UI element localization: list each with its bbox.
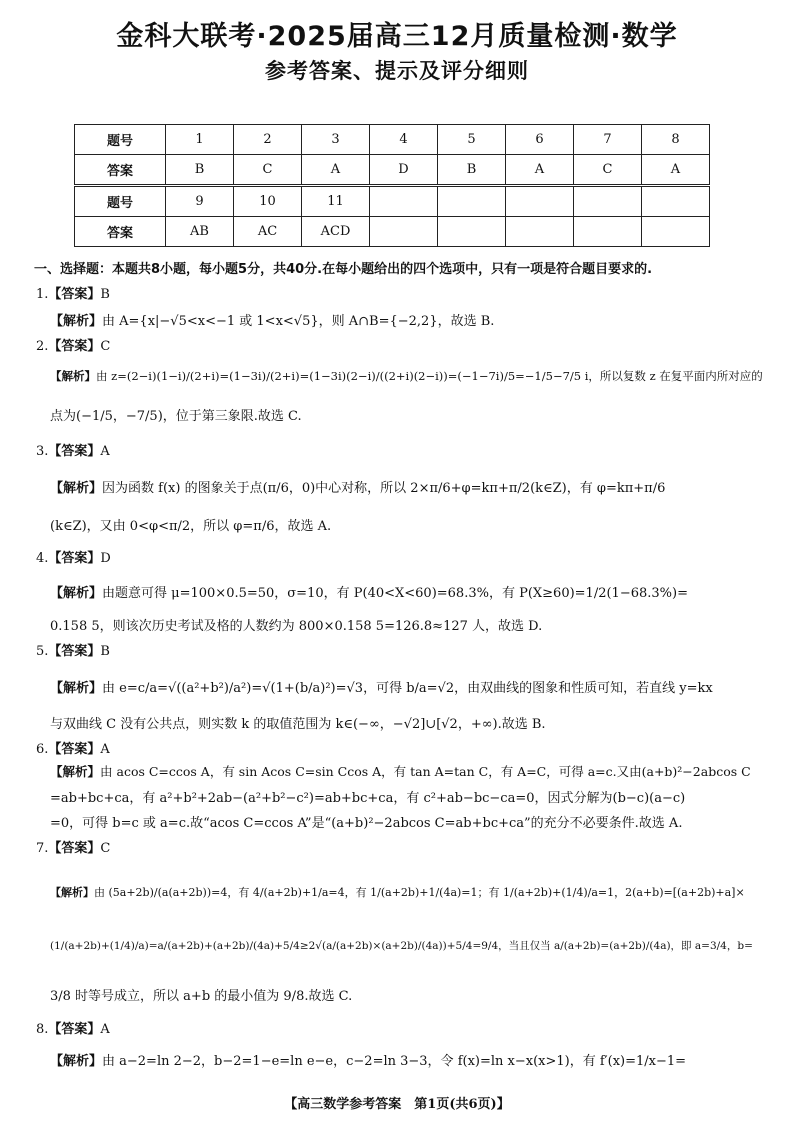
analysis-line: 【解析】由 e=c/a=√((a²+b²)/a²)=√(1+(b/a)²)=√3，可得 b/a=√2，由双曲线的图象和性质可知，若直线 y=kx <box>50 681 713 696</box>
table-cell: 6 <box>506 125 574 155</box>
table-cell <box>574 186 642 217</box>
table-header-cell: 答案 <box>75 155 166 186</box>
table-cell: 10 <box>234 186 302 217</box>
table-header-cell: 题号 <box>75 125 166 155</box>
table-cell: C <box>234 155 302 186</box>
answer-line: 2.【答案】C <box>36 339 111 354</box>
table-cell: 9 <box>166 186 234 217</box>
table-cell <box>370 217 438 247</box>
table-cell <box>642 217 710 247</box>
analysis-line: 与双曲线 C 没有公共点，则实数 k 的取值范围为 k∈(−∞，−√2]∪[√2，+∞).故选 B. <box>50 717 546 732</box>
analysis-line: (1/(a+2b)+(1/4)/a)=a/(a+2b)+(a+2b)/(4a)+5/4≥2√(a/(a+2b)×(a+2b)/(4a))+5/4=9/4，当且仅当 a/(a+2b)=(a+2b)/(4a)，即 a=3/4，b= <box>50 940 753 952</box>
analysis-line: 【解析】由 (5a+2b)/(a(a+2b))=4，有 4/(a+2b)+1/a=4，有 1/(a+2b)+1/(4a)=1；有 1/(a+2b)+(1/4)/a=1，2(a+b)=[(a+2b)+a]× <box>50 886 745 899</box>
table-cell <box>370 186 438 217</box>
table-cell: A <box>506 155 574 186</box>
table-cell: ACD <box>302 217 370 247</box>
table-row <box>75 155 710 186</box>
answer-line: 8.【答案】A <box>36 1022 110 1037</box>
table-cell: B <box>438 155 506 186</box>
analysis-line: 3/8 时等号成立，所以 a+b 的最小值为 9/8.故选 C. <box>50 989 353 1004</box>
answer-line: 1.【答案】B <box>36 287 110 302</box>
page-title: 金科大联考·2025届高三12月质量检测·数学 <box>116 21 678 52</box>
table-cell: 2 <box>234 125 302 155</box>
table-row <box>75 217 710 247</box>
analysis-line: 【解析】由 A={x|−√5<x<−1 或 1<x<√5}，则 A∩B={−2,2}，故选 B. <box>50 314 495 329</box>
table-row <box>75 186 710 217</box>
analysis-line: =0，可得 b=c 或 a=c.故“acos C=ccos A”是“(a+b)²−2abcos C=ab+bc+ca”的充分不必要条件.故选 A. <box>50 816 683 831</box>
section-heading: 一、选择题：本题共8小题，每小题5分，共40分.在每小题给出的四个选项中，只有一项是符合题目要求的. <box>34 262 653 277</box>
answer-line: 4.【答案】D <box>36 551 111 566</box>
table-cell: D <box>370 155 438 186</box>
table-row <box>75 125 710 155</box>
analysis-line: 【解析】因为函数 f(x) 的图象关于点(π/6，0)中心对称，所以 2×π/6+φ=kπ+π/2(k∈Z)，有 φ=kπ+π/6 <box>50 481 666 496</box>
table-cell: AC <box>234 217 302 247</box>
analysis-line: 【解析】由 acos C=ccos A，有 sin Acos C=sin Ccos A，有 tan A=tan C，有 A=C，可得 a=c.又由(a+b)²−2abcos C <box>50 764 751 779</box>
table-cell: A <box>642 155 710 186</box>
table-cell <box>438 186 506 217</box>
table-cell: 11 <box>302 186 370 217</box>
table-cell: C <box>574 155 642 186</box>
analysis-line: 【解析】由题意可得 μ=100×0.5=50，σ=10，有 P(40<X<60)=68.3%，有 P(X≥60)=1/2(1−68.3%)= <box>50 586 688 601</box>
table-cell <box>438 217 506 247</box>
table-cell: B <box>166 155 234 186</box>
page-footer: 【高三数学参考答案 第1页(共6页)】 <box>284 1097 510 1112</box>
table-cell: A <box>302 155 370 186</box>
table-cell: 7 <box>574 125 642 155</box>
analysis-line: 点为(−1/5，−7/5)，位于第三象限.故选 C. <box>50 409 302 424</box>
analysis-line: (k∈Z)，又由 0<φ<π/2，所以 φ=π/6，故选 A. <box>50 519 332 534</box>
table-cell: AB <box>166 217 234 247</box>
answer-line: 6.【答案】A <box>36 742 110 757</box>
table-cell <box>506 217 574 247</box>
table-header-cell: 题号 <box>75 186 166 217</box>
answer-line: 5.【答案】B <box>36 644 110 659</box>
answer-line: 7.【答案】C <box>36 841 111 856</box>
answer-line: 3.【答案】A <box>36 444 110 459</box>
table-cell <box>642 186 710 217</box>
table-cell: 3 <box>302 125 370 155</box>
analysis-line: 0.158 5，则该次历史考试及格的人数约为 800×0.158 5=126.8≈127 人，故选 D. <box>50 619 543 634</box>
page-subtitle: 参考答案、提示及评分细则 <box>265 59 529 83</box>
table-cell: 4 <box>370 125 438 155</box>
analysis-line: =ab+bc+ca，有 a²+b²+2ab−(a²+b²−c²)=ab+bc+ca，有 c²+ab−bc−ca=0，因式分解为(b−c)(a−c) <box>50 791 686 806</box>
table-header-cell: 答案 <box>75 217 166 247</box>
table-cell <box>506 186 574 217</box>
analysis-line: 【解析】由 a−2=ln 2−2，b−2=1−e=ln e−e，c−2=ln 3−3，令 f(x)=ln x−x(x>1)，有 f′(x)=1/x−1= <box>50 1054 687 1069</box>
answer-table <box>74 124 710 247</box>
table-cell: 5 <box>438 125 506 155</box>
table-cell <box>574 217 642 247</box>
table-cell: 1 <box>166 125 234 155</box>
table-cell: 8 <box>642 125 710 155</box>
analysis-line: 【解析】由 z=(2−i)(1−i)/(2+i)=(1−3i)/(2+i)=(1−3i)(2−i)/((2+i)(2−i))=(−1−7i)/5=−1/5−7/5 i，所以复数 z 在复平面内所对应的 <box>50 369 763 383</box>
